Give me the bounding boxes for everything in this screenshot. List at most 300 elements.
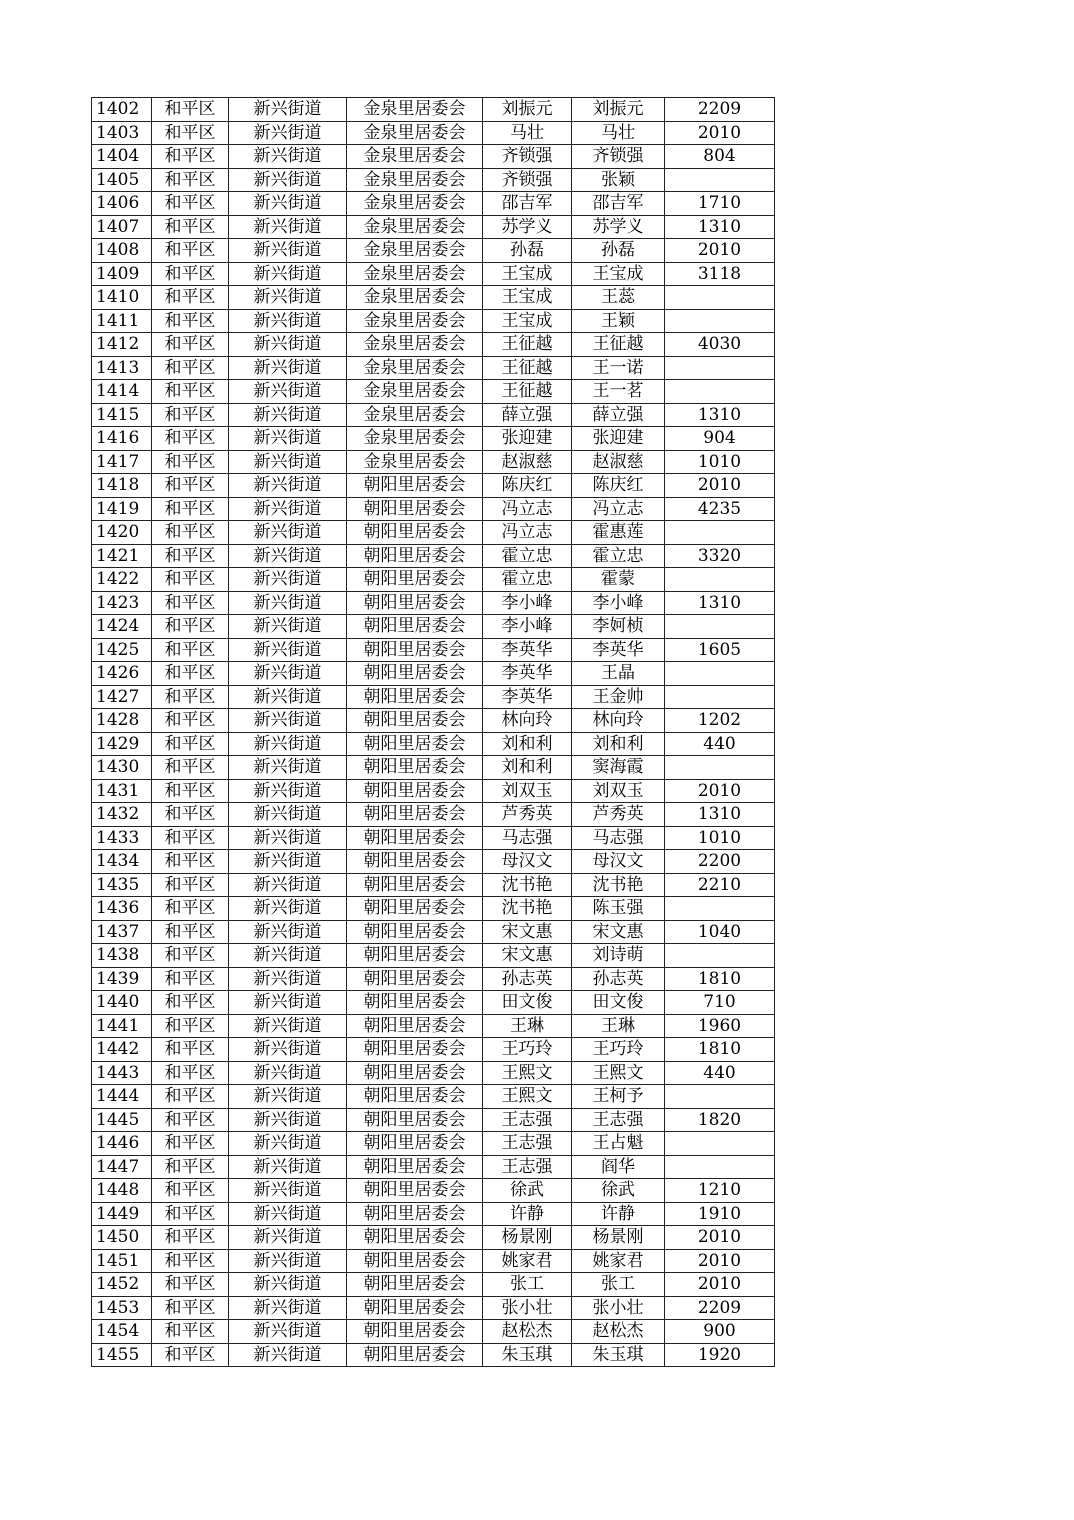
amount-cell: 2010	[665, 779, 775, 803]
name-cell: 霍立忠	[572, 544, 665, 568]
street-cell: 新兴街道	[229, 262, 347, 286]
table-row	[92, 779, 775, 803]
table-row	[92, 286, 775, 310]
row-number-cell: 1427	[92, 685, 152, 709]
name-cell: 张小壮	[572, 1296, 665, 1320]
district-cell: 和平区	[152, 591, 229, 615]
street-cell: 新兴街道	[229, 873, 347, 897]
street-cell: 新兴街道	[229, 1085, 347, 1109]
amount-cell: 2010	[665, 121, 775, 145]
name-cell: 王志强	[572, 1108, 665, 1132]
name-cell: 李妸桢	[572, 615, 665, 639]
committee-cell: 金泉里居委会	[347, 239, 483, 263]
district-cell: 和平区	[152, 1226, 229, 1250]
committee-cell: 朝阳里居委会	[347, 1296, 483, 1320]
street-cell: 新兴街道	[229, 709, 347, 733]
district-cell: 和平区	[152, 1296, 229, 1320]
committee-cell: 朝阳里居委会	[347, 1085, 483, 1109]
row-number-cell: 1416	[92, 427, 152, 451]
row-number-cell: 1412	[92, 333, 152, 357]
street-cell: 新兴街道	[229, 192, 347, 216]
name-cell: 霍惠莲	[572, 521, 665, 545]
householder-cell: 杨景刚	[483, 1226, 572, 1250]
householder-cell: 宋文惠	[483, 920, 572, 944]
street-cell: 新兴街道	[229, 1343, 347, 1367]
amount-cell	[665, 356, 775, 380]
committee-cell: 金泉里居委会	[347, 356, 483, 380]
row-number-cell: 1440	[92, 991, 152, 1015]
name-cell: 朱玉琪	[572, 1343, 665, 1367]
amount-cell: 1310	[665, 403, 775, 427]
district-cell: 和平区	[152, 944, 229, 968]
district-cell: 和平区	[152, 474, 229, 498]
name-cell: 窦海霞	[572, 756, 665, 780]
row-number-cell: 1429	[92, 732, 152, 756]
committee-cell: 金泉里居委会	[347, 333, 483, 357]
street-cell: 新兴街道	[229, 121, 347, 145]
district-cell: 和平区	[152, 239, 229, 263]
householder-cell: 李小峰	[483, 591, 572, 615]
row-number-cell: 1443	[92, 1061, 152, 1085]
table-row	[92, 521, 775, 545]
name-cell: 孙志英	[572, 967, 665, 991]
table-row	[92, 591, 775, 615]
householder-cell: 王志强	[483, 1132, 572, 1156]
street-cell: 新兴街道	[229, 145, 347, 169]
row-number-cell: 1447	[92, 1155, 152, 1179]
street-cell: 新兴街道	[229, 286, 347, 310]
name-cell: 赵松杰	[572, 1320, 665, 1344]
householder-cell: 王熙文	[483, 1061, 572, 1085]
district-cell: 和平区	[152, 286, 229, 310]
table-row	[92, 450, 775, 474]
committee-cell: 金泉里居委会	[347, 168, 483, 192]
name-cell: 王巧玲	[572, 1038, 665, 1062]
householder-cell: 宋文惠	[483, 944, 572, 968]
street-cell: 新兴街道	[229, 662, 347, 686]
committee-cell: 朝阳里居委会	[347, 897, 483, 921]
table-row	[92, 826, 775, 850]
amount-cell: 1202	[665, 709, 775, 733]
name-cell: 许静	[572, 1202, 665, 1226]
householder-cell: 姚家君	[483, 1249, 572, 1273]
name-cell: 沈书艳	[572, 873, 665, 897]
householder-cell: 刘振元	[483, 98, 572, 122]
name-cell: 林向玲	[572, 709, 665, 733]
district-cell: 和平区	[152, 1085, 229, 1109]
householder-cell: 王巧玲	[483, 1038, 572, 1062]
table-row	[92, 1273, 775, 1297]
row-number-cell: 1444	[92, 1085, 152, 1109]
name-cell: 王一茗	[572, 380, 665, 404]
householder-cell: 芦秀英	[483, 803, 572, 827]
committee-cell: 朝阳里居委会	[347, 1343, 483, 1367]
district-cell: 和平区	[152, 1155, 229, 1179]
householder-cell: 冯立志	[483, 497, 572, 521]
row-number-cell: 1411	[92, 309, 152, 333]
table-row	[92, 920, 775, 944]
amount-cell	[665, 756, 775, 780]
data-table	[91, 97, 775, 1367]
row-number-cell: 1453	[92, 1296, 152, 1320]
district-cell: 和平区	[152, 920, 229, 944]
name-cell: 孙磊	[572, 239, 665, 263]
amount-cell: 904	[665, 427, 775, 451]
row-number-cell: 1428	[92, 709, 152, 733]
amount-cell	[665, 568, 775, 592]
street-cell: 新兴街道	[229, 403, 347, 427]
committee-cell: 朝阳里居委会	[347, 1179, 483, 1203]
street-cell: 新兴街道	[229, 1273, 347, 1297]
amount-cell: 2010	[665, 239, 775, 263]
table-row	[92, 850, 775, 874]
district-cell: 和平区	[152, 333, 229, 357]
committee-cell: 金泉里居委会	[347, 450, 483, 474]
district-cell: 和平区	[152, 427, 229, 451]
street-cell: 新兴街道	[229, 427, 347, 451]
table-row	[92, 873, 775, 897]
table-row	[92, 168, 775, 192]
committee-cell: 朝阳里居委会	[347, 638, 483, 662]
table-row	[92, 685, 775, 709]
district-cell: 和平区	[152, 215, 229, 239]
committee-cell: 朝阳里居委会	[347, 544, 483, 568]
table-row	[92, 98, 775, 122]
row-number-cell: 1439	[92, 967, 152, 991]
committee-cell: 朝阳里居委会	[347, 568, 483, 592]
amount-cell: 1810	[665, 1038, 775, 1062]
name-cell: 母汉文	[572, 850, 665, 874]
householder-cell: 许静	[483, 1202, 572, 1226]
row-number-cell: 1422	[92, 568, 152, 592]
householder-cell: 薛立强	[483, 403, 572, 427]
street-cell: 新兴街道	[229, 638, 347, 662]
street-cell: 新兴街道	[229, 1226, 347, 1250]
name-cell: 王熙文	[572, 1061, 665, 1085]
district-cell: 和平区	[152, 1179, 229, 1203]
row-number-cell: 1426	[92, 662, 152, 686]
table-row	[92, 239, 775, 263]
table-row	[92, 380, 775, 404]
name-cell: 马志强	[572, 826, 665, 850]
name-cell: 刘双玉	[572, 779, 665, 803]
name-cell: 刘诗萌	[572, 944, 665, 968]
table-row	[92, 897, 775, 921]
row-number-cell: 1406	[92, 192, 152, 216]
amount-cell	[665, 944, 775, 968]
amount-cell: 3320	[665, 544, 775, 568]
name-cell: 王金帅	[572, 685, 665, 709]
name-cell: 陈玉强	[572, 897, 665, 921]
district-cell: 和平区	[152, 967, 229, 991]
table-row	[92, 1226, 775, 1250]
committee-cell: 朝阳里居委会	[347, 1108, 483, 1132]
district-cell: 和平区	[152, 168, 229, 192]
committee-cell: 朝阳里居委会	[347, 1226, 483, 1250]
amount-cell: 1310	[665, 591, 775, 615]
name-cell: 王一诺	[572, 356, 665, 380]
street-cell: 新兴街道	[229, 591, 347, 615]
row-number-cell: 1452	[92, 1273, 152, 1297]
committee-cell: 朝阳里居委会	[347, 873, 483, 897]
district-cell: 和平区	[152, 615, 229, 639]
row-number-cell: 1449	[92, 1202, 152, 1226]
committee-cell: 朝阳里居委会	[347, 1249, 483, 1273]
name-cell: 刘和利	[572, 732, 665, 756]
amount-cell: 440	[665, 1061, 775, 1085]
row-number-cell: 1436	[92, 897, 152, 921]
amount-cell	[665, 521, 775, 545]
name-cell: 马壮	[572, 121, 665, 145]
householder-cell: 陈庆红	[483, 474, 572, 498]
district-cell: 和平区	[152, 1014, 229, 1038]
amount-cell: 1910	[665, 1202, 775, 1226]
district-cell: 和平区	[152, 779, 229, 803]
row-number-cell: 1424	[92, 615, 152, 639]
row-number-cell: 1437	[92, 920, 152, 944]
householder-cell: 林向玲	[483, 709, 572, 733]
committee-cell: 金泉里居委会	[347, 145, 483, 169]
name-cell: 徐武	[572, 1179, 665, 1203]
committee-cell: 朝阳里居委会	[347, 779, 483, 803]
amount-cell: 2010	[665, 474, 775, 498]
amount-cell: 2210	[665, 873, 775, 897]
district-cell: 和平区	[152, 309, 229, 333]
name-cell: 王蕊	[572, 286, 665, 310]
amount-cell	[665, 168, 775, 192]
street-cell: 新兴街道	[229, 1179, 347, 1203]
amount-cell: 1810	[665, 967, 775, 991]
district-cell: 和平区	[152, 1108, 229, 1132]
street-cell: 新兴街道	[229, 544, 347, 568]
table-row	[92, 638, 775, 662]
name-cell: 杨景刚	[572, 1226, 665, 1250]
committee-cell: 金泉里居委会	[347, 427, 483, 451]
amount-cell	[665, 380, 775, 404]
amount-cell: 4030	[665, 333, 775, 357]
name-cell: 李英华	[572, 638, 665, 662]
table-row	[92, 709, 775, 733]
row-number-cell: 1446	[92, 1132, 152, 1156]
row-number-cell: 1402	[92, 98, 152, 122]
district-cell: 和平区	[152, 192, 229, 216]
table-row	[92, 1320, 775, 1344]
table-row	[92, 121, 775, 145]
committee-cell: 朝阳里居委会	[347, 826, 483, 850]
committee-cell: 朝阳里居委会	[347, 967, 483, 991]
committee-cell: 朝阳里居委会	[347, 803, 483, 827]
district-cell: 和平区	[152, 1343, 229, 1367]
table-row	[92, 309, 775, 333]
amount-cell	[665, 1132, 775, 1156]
row-number-cell: 1448	[92, 1179, 152, 1203]
row-number-cell: 1414	[92, 380, 152, 404]
name-cell: 阎华	[572, 1155, 665, 1179]
district-cell: 和平区	[152, 756, 229, 780]
district-cell: 和平区	[152, 873, 229, 897]
street-cell: 新兴街道	[229, 615, 347, 639]
householder-cell: 张小壮	[483, 1296, 572, 1320]
committee-cell: 朝阳里居委会	[347, 732, 483, 756]
householder-cell: 王熙文	[483, 1085, 572, 1109]
name-cell: 刘振元	[572, 98, 665, 122]
householder-cell: 李英华	[483, 638, 572, 662]
committee-cell: 朝阳里居委会	[347, 1273, 483, 1297]
amount-cell: 1960	[665, 1014, 775, 1038]
committee-cell: 朝阳里居委会	[347, 615, 483, 639]
householder-cell: 母汉文	[483, 850, 572, 874]
committee-cell: 金泉里居委会	[347, 215, 483, 239]
name-cell: 王柯予	[572, 1085, 665, 1109]
table-row	[92, 1132, 775, 1156]
row-number-cell: 1405	[92, 168, 152, 192]
row-number-cell: 1409	[92, 262, 152, 286]
district-cell: 和平区	[152, 356, 229, 380]
street-cell: 新兴街道	[229, 991, 347, 1015]
householder-cell: 刘和利	[483, 732, 572, 756]
row-number-cell: 1404	[92, 145, 152, 169]
committee-cell: 朝阳里居委会	[347, 944, 483, 968]
committee-cell: 金泉里居委会	[347, 262, 483, 286]
table-row	[92, 803, 775, 827]
district-cell: 和平区	[152, 1061, 229, 1085]
row-number-cell: 1438	[92, 944, 152, 968]
householder-cell: 霍立忠	[483, 544, 572, 568]
row-number-cell: 1445	[92, 1108, 152, 1132]
amount-cell: 2209	[665, 1296, 775, 1320]
street-cell: 新兴街道	[229, 356, 347, 380]
householder-cell: 王志强	[483, 1155, 572, 1179]
amount-cell	[665, 615, 775, 639]
name-cell: 李小峰	[572, 591, 665, 615]
householder-cell: 田文俊	[483, 991, 572, 1015]
amount-cell: 3118	[665, 262, 775, 286]
householder-cell: 徐武	[483, 1179, 572, 1203]
committee-cell: 金泉里居委会	[347, 403, 483, 427]
street-cell: 新兴街道	[229, 1155, 347, 1179]
amount-cell: 1310	[665, 215, 775, 239]
district-cell: 和平区	[152, 121, 229, 145]
amount-cell: 804	[665, 145, 775, 169]
street-cell: 新兴街道	[229, 1108, 347, 1132]
amount-cell	[665, 1085, 775, 1109]
amount-cell	[665, 685, 775, 709]
amount-cell: 2209	[665, 98, 775, 122]
street-cell: 新兴街道	[229, 685, 347, 709]
committee-cell: 朝阳里居委会	[347, 1038, 483, 1062]
street-cell: 新兴街道	[229, 474, 347, 498]
committee-cell: 朝阳里居委会	[347, 1132, 483, 1156]
committee-cell: 金泉里居委会	[347, 98, 483, 122]
committee-cell: 朝阳里居委会	[347, 920, 483, 944]
committee-cell: 朝阳里居委会	[347, 1202, 483, 1226]
district-cell: 和平区	[152, 98, 229, 122]
street-cell: 新兴街道	[229, 215, 347, 239]
district-cell: 和平区	[152, 991, 229, 1015]
district-cell: 和平区	[152, 1249, 229, 1273]
committee-cell: 金泉里居委会	[347, 286, 483, 310]
street-cell: 新兴街道	[229, 380, 347, 404]
amount-cell: 1010	[665, 450, 775, 474]
row-number-cell: 1433	[92, 826, 152, 850]
table-row	[92, 1085, 775, 1109]
amount-cell: 1040	[665, 920, 775, 944]
committee-cell: 朝阳里居委会	[347, 709, 483, 733]
name-cell: 邵吉军	[572, 192, 665, 216]
table-row	[92, 1179, 775, 1203]
street-cell: 新兴街道	[229, 333, 347, 357]
street-cell: 新兴街道	[229, 920, 347, 944]
table-row	[92, 967, 775, 991]
committee-cell: 朝阳里居委会	[347, 1155, 483, 1179]
table-row	[92, 474, 775, 498]
district-cell: 和平区	[152, 662, 229, 686]
householder-cell: 邵吉军	[483, 192, 572, 216]
householder-cell: 刘和利	[483, 756, 572, 780]
amount-cell: 1310	[665, 803, 775, 827]
committee-cell: 朝阳里居委会	[347, 850, 483, 874]
district-cell: 和平区	[152, 826, 229, 850]
amount-cell	[665, 662, 775, 686]
street-cell: 新兴街道	[229, 168, 347, 192]
row-number-cell: 1455	[92, 1343, 152, 1367]
name-cell: 张颖	[572, 168, 665, 192]
district-cell: 和平区	[152, 145, 229, 169]
table-row	[92, 662, 775, 686]
district-cell: 和平区	[152, 685, 229, 709]
row-number-cell: 1441	[92, 1014, 152, 1038]
amount-cell: 1605	[665, 638, 775, 662]
street-cell: 新兴街道	[229, 1014, 347, 1038]
table-row	[92, 1202, 775, 1226]
district-cell: 和平区	[152, 497, 229, 521]
street-cell: 新兴街道	[229, 450, 347, 474]
table-row	[92, 1343, 775, 1367]
name-cell: 王琳	[572, 1014, 665, 1038]
committee-cell: 金泉里居委会	[347, 309, 483, 333]
amount-cell: 440	[665, 732, 775, 756]
table-row	[92, 1014, 775, 1038]
street-cell: 新兴街道	[229, 826, 347, 850]
district-cell: 和平区	[152, 568, 229, 592]
householder-cell: 王琳	[483, 1014, 572, 1038]
street-cell: 新兴街道	[229, 803, 347, 827]
name-cell: 姚家君	[572, 1249, 665, 1273]
district-cell: 和平区	[152, 262, 229, 286]
street-cell: 新兴街道	[229, 1132, 347, 1156]
committee-cell: 朝阳里居委会	[347, 662, 483, 686]
row-number-cell: 1430	[92, 756, 152, 780]
committee-cell: 金泉里居委会	[347, 121, 483, 145]
householder-cell: 王宝成	[483, 286, 572, 310]
committee-cell: 朝阳里居委会	[347, 685, 483, 709]
row-number-cell: 1407	[92, 215, 152, 239]
table-row	[92, 215, 775, 239]
district-cell: 和平区	[152, 1202, 229, 1226]
householder-cell: 王征越	[483, 380, 572, 404]
table-row	[92, 732, 775, 756]
row-number-cell: 1421	[92, 544, 152, 568]
table-row	[92, 262, 775, 286]
name-cell: 赵淑慈	[572, 450, 665, 474]
name-cell: 张迎建	[572, 427, 665, 451]
street-cell: 新兴街道	[229, 497, 347, 521]
table-row	[92, 427, 775, 451]
row-number-cell: 1435	[92, 873, 152, 897]
householder-cell: 霍立忠	[483, 568, 572, 592]
table-row	[92, 991, 775, 1015]
row-number-cell: 1403	[92, 121, 152, 145]
